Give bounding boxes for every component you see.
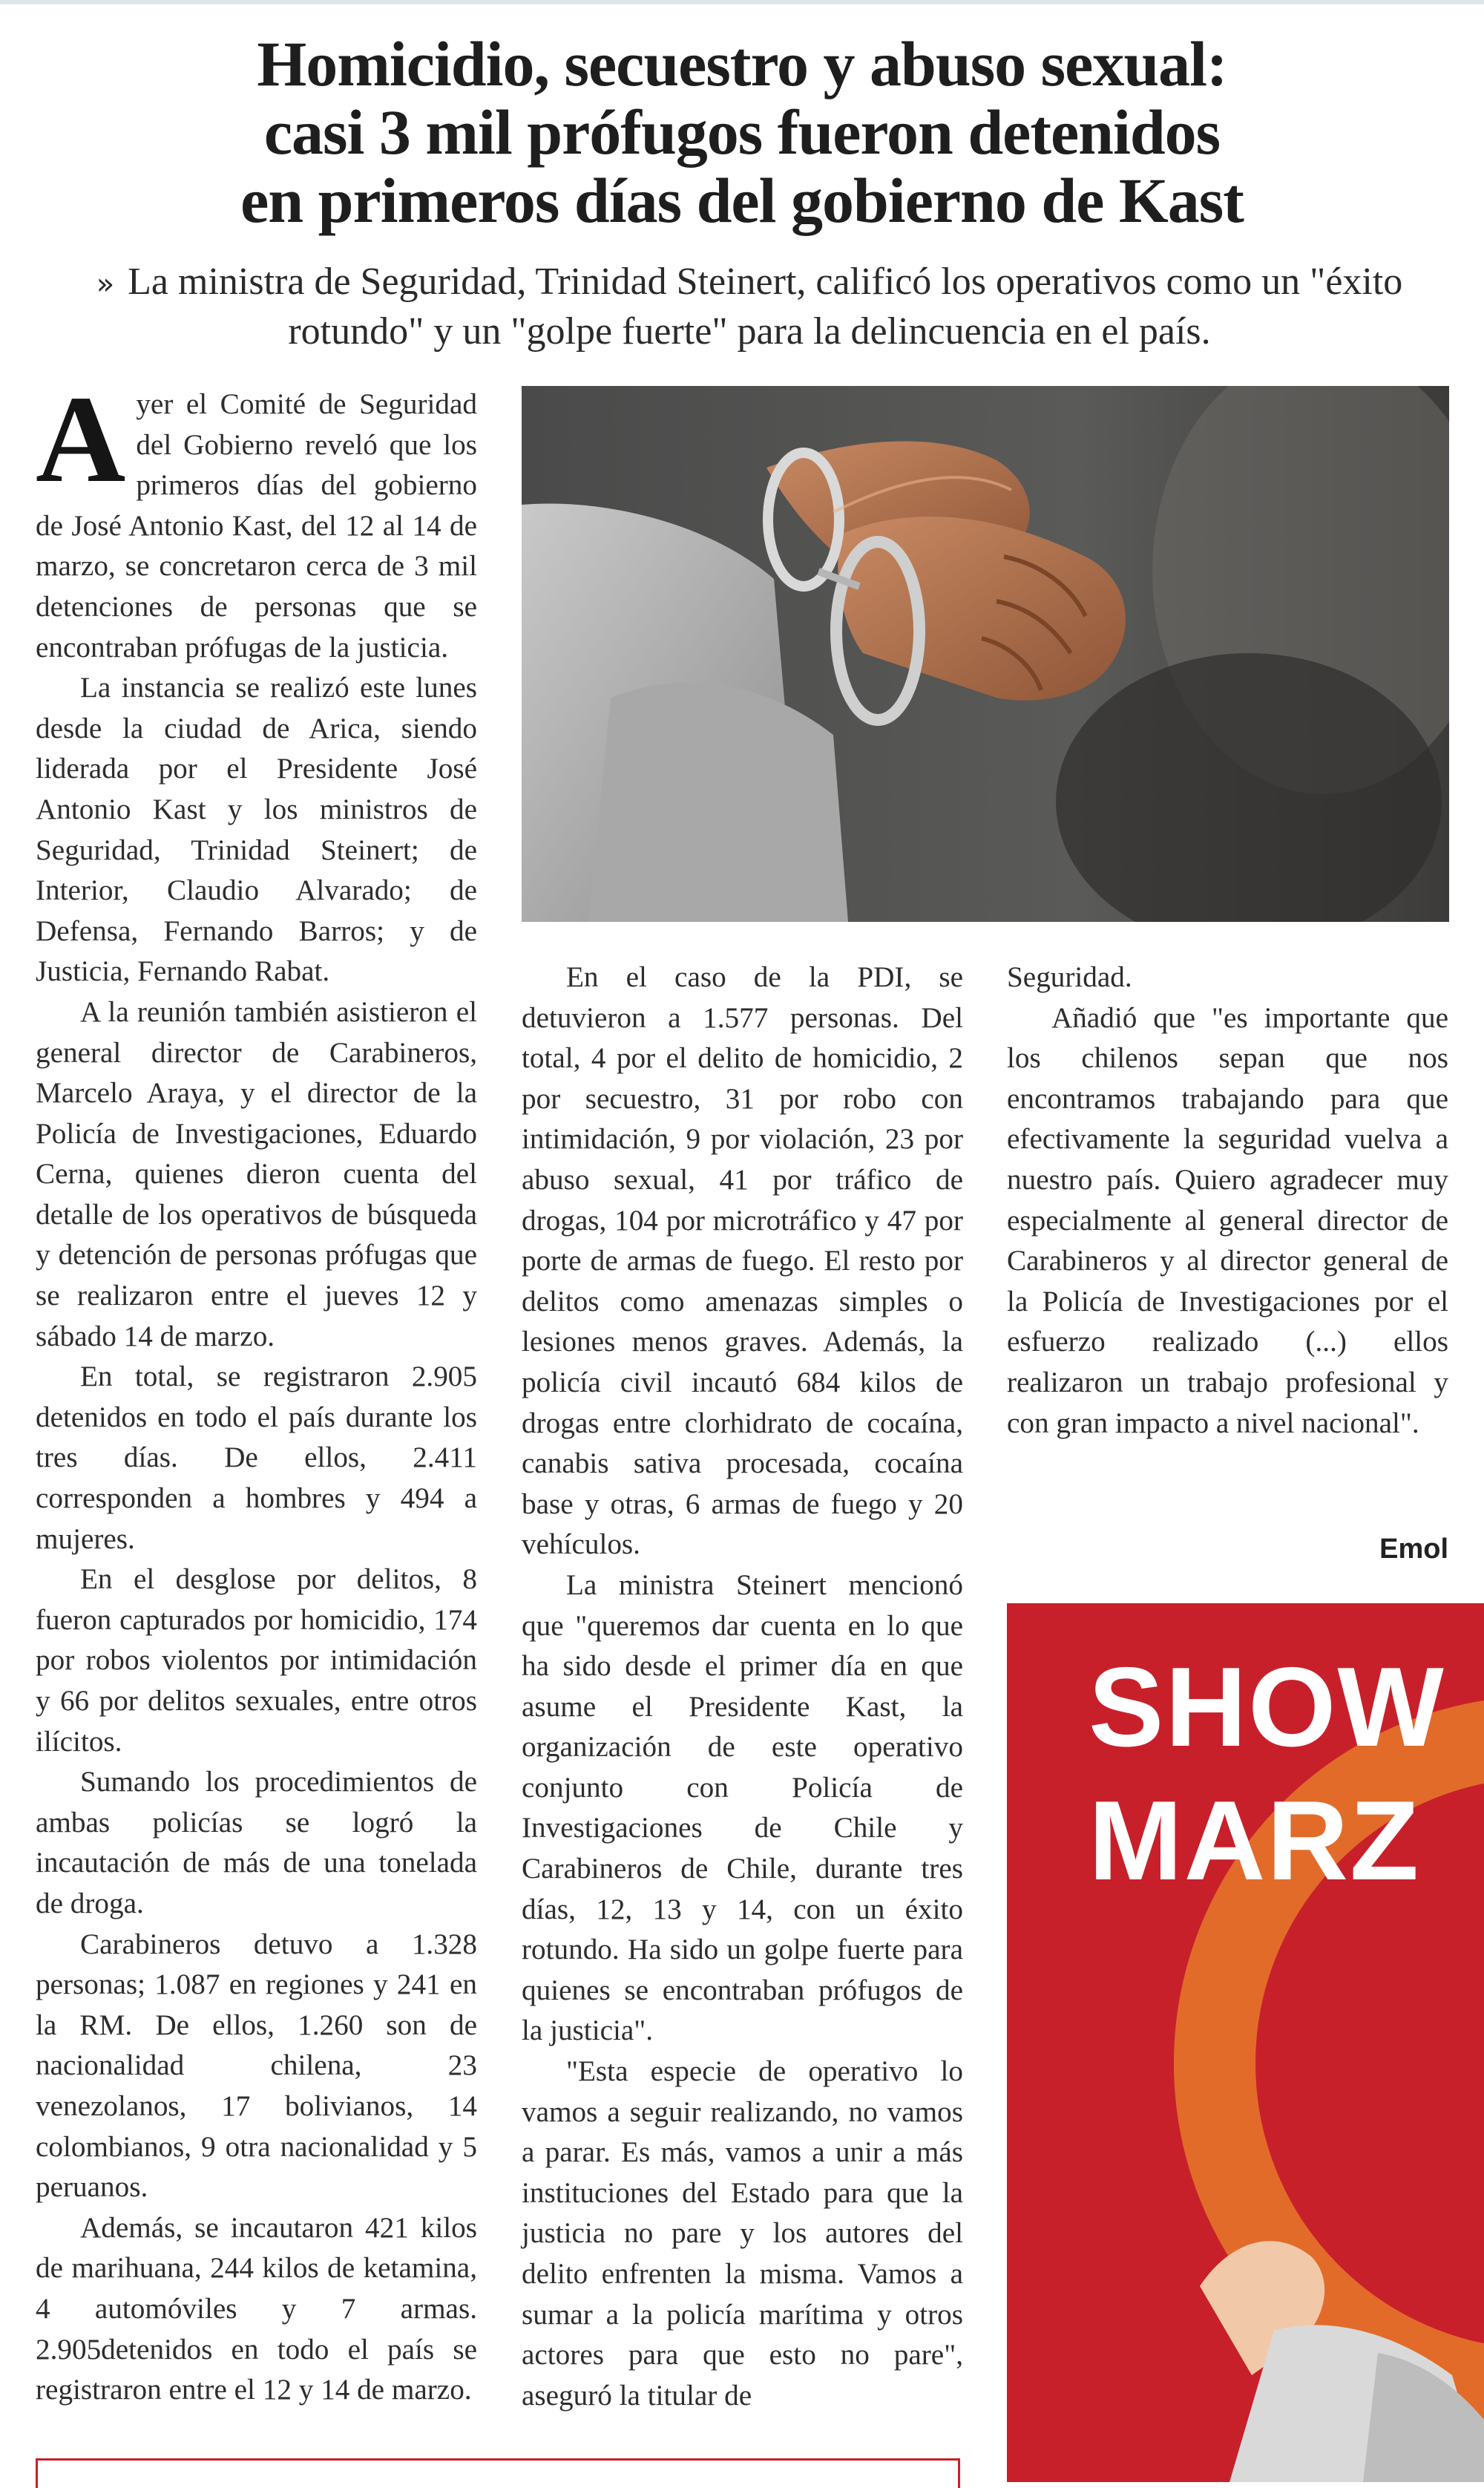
byline: Emol <box>1379 1533 1448 1565</box>
drop-cap: A <box>36 370 126 508</box>
paragraph-6: Sumando los procedimientos de ambas policías se logró la incautación de más de una tonelada de droga. <box>36 1766 477 1919</box>
article-column-2 <box>522 957 963 2416</box>
paragraph-10: La ministra Steinert mencionó que "queremos dar cuenta en lo que ha sido desde el primer día en que asume el Presidente Kast, la organización de este operativo conjunto con Policía de Investigaciones de Chile y Carabineros de Chile, durante tres días, 12, 13 y 14, con un éxito rotundo. Ha sido un golpe fuerte para quienes se encontraban prófugos de la justicia". <box>522 1568 963 2047</box>
headline-line-3: en primeros días del gobierno de Kast <box>240 165 1244 236</box>
lead-paragraph <box>89 258 1410 356</box>
photo-illustration <box>522 386 1449 922</box>
paragraph-13: Añadió que "es importante que los chilenos sepan que nos encontramos trabajando para que efectivamente la seguridad vuelva a nuestro país. Quiero agradecer muy especialmente al general director de Carabineros y al director general de la Policía de Investigaciones por el esfuerzo realizado (...) ellos realizaron un trabajo profesional y con gran impacto a nivel nacional". <box>1007 1001 1448 1439</box>
paragraph-9: En el caso de la PDI, se detuvieron a 1.577 personas. Del total, 4 por el delito de homicidio, 2 por secuestro, 31 por robo con intimidación, 9 por violación, 23 por abuso sexual, 41 por tráfico de drogas, 104 por microtráfico y 47 por porte de armas de fuego. El resto por delitos como amenazas simples o lesiones menos graves. Además, la policía civil incautó 684 kilos de drogas entre clorhidrato de cocaína, canabis sativa procesada, cocaína base y otras, 6 armas de fuego y 20 vehículos. <box>522 961 963 1561</box>
paragraph-3: A la reunión también asistieron el general director de Carabineros, Marcelo Araya, y el director de la Policía de Investigaciones, Eduardo Cerna, quienes dieron cuenta del detalle de los operativos de búsqueda y detención de personas prófugas que se realizaron entre el jueves 12 y sábado 14 de marzo. <box>36 995 477 1352</box>
lead-text: La ministra de Seguridad, Trinidad Steinert, calificó los operativos como un "éxito rotundo" y un "golpe fuerte" para la delincuencia en el país. <box>128 261 1403 353</box>
headline-line-1: Homicidio, secuestro y abuso sexual: <box>257 28 1227 99</box>
paragraph-2: La instancia se realizó este lunes desde la ciudad de Arica, siendo liderada por el Presidente José Antonio Kast y los ministros de Seguridad, Trinidad Steinert; de Interior, Claudio Alvarado; de Defensa, Fernando Barros; y de Justicia, Fernando Rabat. <box>36 672 477 988</box>
article-column-3 <box>1007 957 1448 1444</box>
advertisement[interactable] <box>1007 1603 1484 2482</box>
paragraph-1 <box>36 370 477 668</box>
paragraph-12: Seguridad. <box>1007 961 1132 993</box>
bottom-frame <box>36 2458 960 2488</box>
headline-line-2: casi 3 mil prófugos fueron detenidos <box>263 96 1221 168</box>
paragraph-8: Además, se incautaron 421 kilos de marihuana, 244 kilos de ketamina, 4 automóviles y 7 armas. 2.905detenidos en todo el país se registraron entre el 12 y 14 de marzo. <box>36 2211 477 2406</box>
paragraph-11: "Esta especie de operativo lo vamos a seguir realizando, no vamos a parar. Es más, vamos a unir a más instituciones del Estado para que la justicia no pare y los autores del delito enfrenten la misma. Vamos a sumar a la policía marítima y otros actores para que esto no pare", aseguró la titular de <box>522 2055 963 2412</box>
ad-headline-line-1: SHOW <box>1089 1644 1445 1770</box>
chevron-icon: » <box>96 267 115 301</box>
paragraph-7: Carabineros detuvo a 1.328 personas; 1.087 en regiones y 241 en la RM. De ellos, 1.260 son de nacionalidad chilena, 23 venezolanos, 17 bolivianos, 14 colombianos, 9 otra nacionalidad y 5 peruanos. <box>36 1928 477 2204</box>
paragraph-5: En el desglose por delitos, 8 fueron capturados por homicidio, 174 por robos violentos por intimidación y 66 por delitos sexuales, entre otros ilícitos. <box>36 1563 477 1758</box>
ad-headline-line-2: MARZ <box>1089 1778 1421 1904</box>
paragraph-1-text: yer el Comité de Seguridad del Gobierno reveló que los primeros días del gobierno de José Antonio Kast, del 12 al 14 de marzo, se concretaron cerca de 3 mil detenciones de personas que se encontraban prófugas de la justicia. <box>36 388 477 664</box>
headline <box>0 30 1484 235</box>
handcuffed-hands-photo <box>522 386 1449 922</box>
article-column-1 <box>36 370 477 2411</box>
top-strip <box>0 0 1484 4</box>
paragraph-4: En total, se registraron 2.905 detenidos en todo el país durante los tres días. De ellos, 2.411 corresponden a hombres y 494 a mujeres. <box>36 1361 477 1555</box>
